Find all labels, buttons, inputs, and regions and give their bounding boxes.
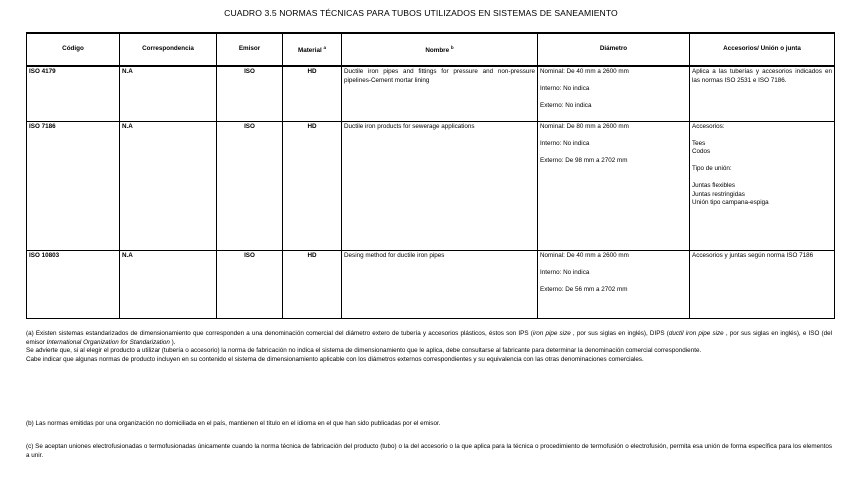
cell-emisor: ISO [217, 66, 283, 121]
cell-correspondencia: N.A [120, 250, 217, 318]
cell-accesorios: Aplica a las tuberías y accesorios indicados en las normas ISO 2531 e ISO 7186. [690, 66, 835, 121]
diametro-interno: Interno: No indica [540, 85, 590, 92]
cell-emisor: ISO [217, 250, 283, 318]
cell-material: HD [283, 121, 342, 250]
header-accesorios: Accesorios/ Unión o junta [690, 33, 835, 66]
footnote-text: , por sus siglas en inglés), DIPS ( [570, 330, 669, 337]
table-row [27, 121, 835, 250]
table-row [27, 250, 835, 318]
cell-codigo: ISO 10803 [27, 250, 120, 318]
footnote-marker-b: b [450, 44, 454, 50]
footnote-a [26, 330, 832, 365]
union-item: Juntas flexibles [692, 182, 736, 189]
footnote-italic: International Organization for Standarization [46, 338, 170, 346]
cell-material: HD [283, 66, 342, 121]
header-material [283, 33, 342, 66]
cell-accesorios [690, 121, 835, 250]
footnote-a-line3: Cabe indicar que algunas normas de producto incluyen en su contenido el sistema de dimensionamiento aplicable con los diámetros externos correspondientes y su equivalencia con las otras denominaciones comerciales. [26, 356, 644, 364]
footnote-italic: ductil iron pipe size [668, 330, 724, 337]
table-row [27, 66, 835, 121]
footnote-a-line2: Se advierte que, si al elegir el producto a utilizar (tubería o accesorio) la norma de fabricación no indica el sistema de dimensionamiento que le aplica, debe consultarse al fabricante para determinar la denominación comercial correspondiente. [26, 347, 702, 355]
diametro-interno: Interno: No indica [540, 139, 590, 147]
accesorio-item: Codos [692, 148, 711, 155]
diametro-nominal: Nominal: De 40 mm a 2600 mm [540, 251, 629, 259]
cell-correspondencia: N.A [120, 66, 217, 121]
diametro-externo: Externo: De 98 mm a 2702 mm [540, 156, 628, 164]
cell-material: HD [283, 250, 342, 318]
footnote-text: , por sus siglas en inglés), e ISO (del emisor [26, 330, 833, 346]
cell-diametro [538, 121, 690, 250]
table-header-row [27, 33, 835, 66]
diametro-interno: Interno: No indica [540, 268, 590, 276]
union-item: Unión tipo campana-espiga [692, 199, 769, 206]
footnote-a-line1 [26, 330, 832, 347]
union-item: Juntas restringidas [692, 190, 745, 198]
footnote-marker-a: a [323, 44, 327, 50]
header-material-label: Material [297, 46, 322, 54]
header-codigo: Código [27, 33, 120, 66]
page-title: CUADRO 3.5 NORMAS TÉCNICAS PARA TUBOS UTILIZADOS EN SISTEMAS DE SANEAMIENTO [224, 8, 618, 18]
cell-nombre: Ductile iron pipes and fittings for pressure and non-pressure pipelines-Cement mortar lining [342, 66, 538, 121]
footnote-b: (b) Las normas emitidas por una organización no domiciliada en el país, mantienen el título en el idioma en el que han sido publicadas por el emisor. [26, 420, 441, 427]
header-correspondencia: Correspondencia [120, 33, 217, 66]
header-diametro: Diámetro [538, 33, 690, 66]
union-heading: Tipo de unión: [692, 165, 732, 172]
cell-codigo: ISO 7186 [27, 121, 120, 250]
cell-nombre: Desing method for ductile iron pipes [342, 250, 538, 318]
footnote-text: (a) Existen sistemas estandarizados de dimensionamiento que corresponden a una denominación comercial del diámetro extero de tubería y accesorios plásticos, éstos son IPS ( [26, 330, 533, 337]
cell-diametro [538, 250, 690, 318]
cell-correspondencia: N.A [120, 121, 217, 250]
cell-accesorios: Accesorios y juntas según norma ISO 7186 [690, 250, 835, 318]
diametro-nominal: Nominal: De 40 mm a 2600 mm [540, 68, 629, 75]
footnote-text: ). [169, 338, 176, 346]
cell-nombre: Ductile iron products for sewerage applications [342, 121, 538, 250]
diametro-nominal: Nominal: De 80 mm a 2600 mm [540, 122, 629, 130]
header-emisor: Emisor [217, 33, 283, 66]
cell-emisor: ISO [217, 121, 283, 250]
diametro-externo: Externo: No indica [540, 102, 592, 109]
accesorios-heading: Accesorios: [692, 122, 725, 130]
header-nombre [342, 33, 538, 66]
footnote-c: (c) Se aceptan uniones electrofusionadas o termofusionadas únicamente cuando la norma técnica de fabricación del producto (tubo) o la del accesorio o la que aplica para la técnica o procedimiento de termofusión o electrofusión, permita esa unión de forma específica para los elementos a unir. [26, 443, 832, 459]
diametro-externo: Externo: De 56 mm a 2702 mm [540, 285, 628, 293]
cell-diametro [538, 66, 690, 121]
cell-codigo: ISO 4179 [27, 66, 120, 121]
header-nombre-label: Nombre [425, 46, 450, 54]
footnote-italic: iron pipe size [532, 330, 571, 337]
accesorio-item: Tees [692, 139, 706, 147]
norms-table [26, 32, 835, 319]
